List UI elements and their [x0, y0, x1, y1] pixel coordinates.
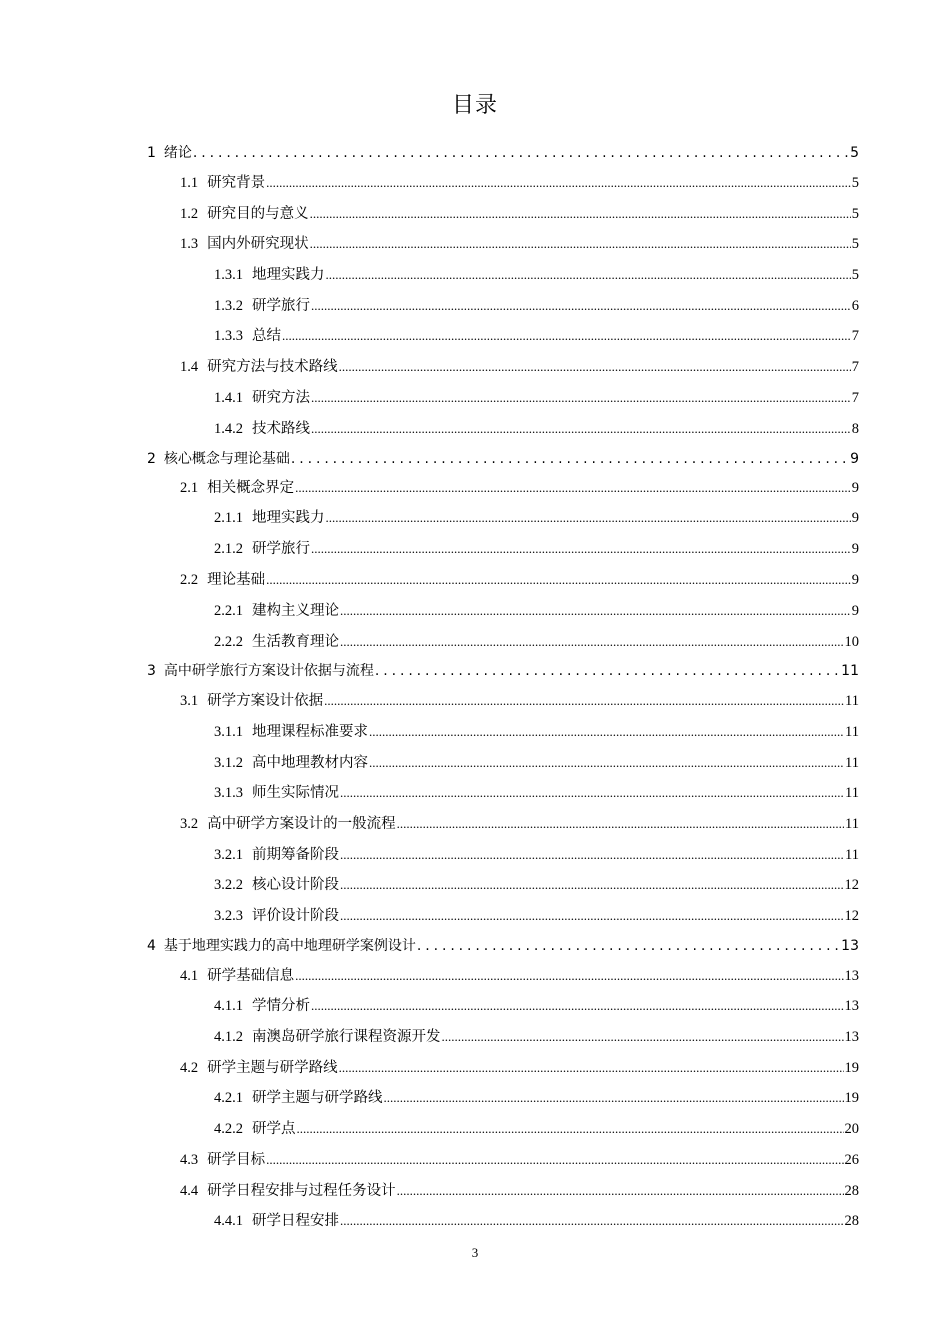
- toc-entry-number: 3.2.1: [214, 847, 243, 863]
- toc-entry-label: 前期筹备阶段: [252, 847, 339, 863]
- toc-entry-page: 11: [841, 663, 859, 679]
- toc-entry-number: 1.3.2: [214, 298, 243, 314]
- toc-entry-label: 学情分析: [252, 998, 310, 1014]
- toc-entry[interactable]: [214, 295, 859, 317]
- toc-entry-number: 4.1: [180, 968, 199, 984]
- toc-entry-number: 2.2.2: [214, 634, 243, 650]
- toc-entry-page: 7: [851, 328, 859, 344]
- toc-entry-number: 2.1.2: [214, 541, 243, 557]
- toc-leader-dots: [340, 905, 844, 927]
- toc-entry[interactable]: [180, 569, 859, 591]
- toc-leader-dots: [339, 1057, 844, 1079]
- toc-entry-page: 5: [851, 236, 859, 252]
- toc-entry-label: 研学旅行: [252, 298, 310, 314]
- toc-entry-number: 2.2: [180, 572, 199, 588]
- toc-entry-number: 4.2: [180, 1060, 199, 1076]
- toc-entry-number: 3.2: [180, 816, 199, 832]
- toc-leader-dots: [295, 965, 843, 987]
- toc-leader-dots: [311, 418, 851, 440]
- toc-entry-page: 9: [851, 510, 859, 526]
- toc-leader-dots: [369, 721, 844, 743]
- toc-entry[interactable]: [180, 233, 859, 255]
- toc-entry-number: 2.1.1: [214, 510, 243, 526]
- toc-leader-dots: [310, 203, 851, 225]
- toc-entry-label: 研究背景: [207, 175, 266, 191]
- toc-entry[interactable]: [214, 1026, 859, 1048]
- toc-entry-page: 8: [851, 421, 859, 437]
- toc-entry[interactable]: [214, 905, 859, 927]
- toc-entry-page: 5: [851, 267, 859, 283]
- toc-entry[interactable]: [214, 752, 859, 774]
- toc-leader-dots: [266, 569, 851, 591]
- toc-entry[interactable]: [214, 1118, 859, 1140]
- toc-leader-dots: [310, 233, 851, 255]
- toc-entry[interactable]: [214, 538, 859, 560]
- toc-entry[interactable]: [214, 387, 859, 409]
- toc-entry-page: 13: [844, 968, 859, 984]
- toc-leader-dots: [297, 1118, 844, 1140]
- toc-entry-page: 11: [845, 847, 859, 863]
- toc-entry-label: 总结: [252, 328, 281, 344]
- toc-entry-number: 3.2.2: [214, 877, 243, 893]
- toc-entry-page: 13: [841, 938, 859, 954]
- toc-leader-dots: [340, 782, 844, 804]
- toc-entry-page: 9: [851, 541, 859, 557]
- toc-entry-page: 9: [850, 451, 859, 467]
- toc-entry-number: 1: [147, 145, 156, 161]
- toc-leader-dots: [266, 172, 851, 194]
- toc-entry-page: 11: [845, 693, 859, 709]
- toc-entry-number: 2: [147, 451, 156, 467]
- toc-entry[interactable]: [214, 874, 859, 896]
- toc-entry-number: 3: [147, 663, 156, 679]
- toc-leader-dots: [311, 295, 851, 317]
- page-number: 3: [471, 1245, 479, 1260]
- toc-leader-dots: [295, 477, 851, 499]
- toc-entry-number: 4: [147, 938, 156, 954]
- toc-entry-label: 地理实践力: [252, 510, 325, 526]
- toc-entry-label: 地理课程标准要求: [252, 724, 368, 740]
- toc-entry-number: 1.4.1: [214, 390, 243, 406]
- toc-entry-page: 28: [844, 1183, 859, 1199]
- toc-entry-number: 3.1.2: [214, 755, 243, 771]
- toc-entry-number: 1.3.3: [214, 328, 243, 344]
- toc-entry-label: 高中研学方案设计的一般流程: [207, 816, 396, 832]
- toc-entry[interactable]: [214, 721, 859, 743]
- toc-entry-label: 研究方法: [252, 390, 310, 406]
- toc-entry-page: 5: [850, 145, 859, 161]
- toc-entry-page: 11: [845, 755, 859, 771]
- toc-entry-page: 11: [845, 724, 859, 740]
- toc-leader-dots: [311, 995, 844, 1017]
- toc-entry-page: 11: [845, 785, 859, 801]
- toc-entry[interactable]: [214, 600, 859, 622]
- toc-entry-label: 地理实践力: [252, 267, 325, 283]
- toc-entry-label: 研学点: [252, 1121, 296, 1137]
- toc-entry-page: 26: [844, 1152, 859, 1168]
- toc-entry-label: 理论基础: [207, 572, 266, 588]
- toc-leader-dots: [442, 1026, 844, 1048]
- toc-entry[interactable]: [214, 782, 859, 804]
- toc-entry[interactable]: [180, 965, 859, 987]
- toc-entry-number: 4.4.1: [214, 1213, 243, 1229]
- toc-leader-dots: [193, 142, 849, 164]
- toc-entry-label: 研学日程安排与过程任务设计: [207, 1183, 396, 1199]
- toc-entry-number: 4.3: [180, 1152, 199, 1168]
- toc-entry-number: 1.3: [180, 236, 199, 252]
- toc-entry-label: 基于地理实践力的高中地理研学案例设计: [163, 938, 416, 954]
- toc-leader-dots: [340, 1210, 844, 1232]
- toc-leader-dots: [417, 935, 840, 957]
- toc-entry-page: 28: [844, 1213, 859, 1229]
- toc-entry-page: 11: [845, 816, 859, 832]
- toc-entry-page: 12: [844, 877, 859, 893]
- toc-entry-number: 4.2.2: [214, 1121, 243, 1137]
- toc-entry[interactable]: [180, 690, 859, 712]
- toc-entry-label: 研学基础信息: [207, 968, 295, 984]
- toc-entry-label: 国内外研究现状: [207, 236, 309, 252]
- toc-entry-label: 建构主义理论: [252, 603, 339, 619]
- toc-entry-page: 12: [844, 908, 859, 924]
- toc-entry[interactable]: [214, 264, 859, 286]
- toc-entry[interactable]: [180, 477, 859, 499]
- toc-entry[interactable]: [180, 1180, 859, 1202]
- toc-entry-number: 3.2.3: [214, 908, 243, 924]
- toc-leader-dots: [311, 387, 851, 409]
- toc-leader-dots: [369, 752, 844, 774]
- toc-entry-number: 4.2.1: [214, 1090, 243, 1106]
- toc-entry-label: 绪论: [163, 145, 192, 161]
- toc-entry-page: 13: [844, 1029, 859, 1045]
- toc-entry-page: 9: [851, 603, 859, 619]
- toc-leader-dots: [324, 690, 844, 712]
- toc-entry-label: 核心概念与理论基础: [163, 451, 290, 467]
- toc-entry-number: 3.1: [180, 693, 199, 709]
- toc-leader-dots: [397, 813, 844, 835]
- toc-entry[interactable]: [214, 507, 859, 529]
- toc-entry-label: 研学目标: [207, 1152, 266, 1168]
- toc-entry-page: 19: [844, 1060, 859, 1076]
- toc-entry-label: 高中研学旅行方案设计依据与流程: [163, 663, 374, 679]
- toc-entry-label: 研学方案设计依据: [207, 693, 324, 709]
- toc-entry-label: 相关概念界定: [207, 480, 295, 496]
- toc-leader-dots: [375, 660, 840, 682]
- toc-entry[interactable]: [180, 356, 859, 378]
- toc-entry-number: 3.1.3: [214, 785, 243, 801]
- toc-leader-dots: [282, 325, 851, 347]
- toc-entry-number: 2.2.1: [214, 603, 243, 619]
- toc-entry-page: 19: [844, 1090, 859, 1106]
- toc-leader-dots: [384, 1087, 844, 1109]
- toc-entry[interactable]: [214, 418, 859, 440]
- toc-entry-label: 高中地理教材内容: [252, 755, 368, 771]
- toc-entry[interactable]: [180, 813, 859, 835]
- toc-entry-page: 5: [851, 206, 859, 222]
- toc-entry[interactable]: [214, 631, 859, 653]
- toc-entry-label: 研究目的与意义: [207, 206, 309, 222]
- toc-entry[interactable]: [214, 844, 859, 866]
- toc-leader-dots: [340, 874, 844, 896]
- toc-entry-number: 1.3.1: [214, 267, 243, 283]
- toc-entry-label: 师生实际情况: [252, 785, 339, 801]
- toc-leader-dots: [326, 507, 851, 529]
- toc-leader-dots: [340, 600, 851, 622]
- toc-entry-label: 研学主题与研学路线: [207, 1060, 338, 1076]
- toc-entry-number: 4.4: [180, 1183, 199, 1199]
- toc-entry-label: 技术路线: [252, 421, 310, 437]
- page-title: 目录: [451, 93, 498, 118]
- toc-entry[interactable]: [180, 1149, 859, 1171]
- toc-entry-number: 1.4.2: [214, 421, 243, 437]
- toc-entry[interactable]: [214, 325, 859, 347]
- toc-entry-page: 5: [851, 175, 859, 191]
- toc-entry[interactable]: [214, 995, 859, 1017]
- toc-entry-label: 研学主题与研学路线: [252, 1090, 383, 1106]
- toc-entry[interactable]: [180, 172, 859, 194]
- toc-entry-label: 核心设计阶段: [252, 877, 339, 893]
- toc-entry-label: 南澳岛研学旅行课程资源开发: [252, 1029, 441, 1045]
- toc-entry[interactable]: [147, 935, 859, 957]
- toc-entry[interactable]: [180, 203, 859, 225]
- toc-entry-number: 2.1: [180, 480, 199, 496]
- toc-entry-page: 6: [851, 298, 859, 314]
- toc-leader-dots: [397, 1180, 844, 1202]
- toc-entry-page: 9: [851, 572, 859, 588]
- toc-entry-label: 评价设计阶段: [252, 908, 339, 924]
- toc-entry[interactable]: [214, 1087, 859, 1109]
- toc-entry-label: 研学日程安排: [252, 1213, 339, 1229]
- toc-leader-dots: [291, 448, 849, 470]
- toc-entry-label: 生活教育理论: [252, 634, 339, 650]
- toc-entry[interactable]: [214, 1210, 859, 1232]
- toc-entry-page: 10: [844, 634, 859, 650]
- toc-entry[interactable]: [147, 142, 859, 164]
- toc-leader-dots: [340, 631, 844, 653]
- toc-entry[interactable]: [180, 1057, 859, 1079]
- toc-entry-number: 1.1: [180, 175, 199, 191]
- toc-entry-number: 1.2: [180, 206, 199, 222]
- toc-entry-page: 13: [844, 998, 859, 1014]
- toc-entry-label: 研究方法与技术路线: [207, 359, 338, 375]
- toc-entry[interactable]: [147, 660, 859, 682]
- toc-entry-number: 1.4: [180, 359, 199, 375]
- toc-entry-page: 9: [851, 480, 859, 496]
- toc-entry-label: 研学旅行: [252, 541, 310, 557]
- toc-entry-number: 4.1.2: [214, 1029, 243, 1045]
- toc-entry-number: 4.1.1: [214, 998, 243, 1014]
- toc-leader-dots: [311, 538, 851, 560]
- toc-entry-page: 20: [844, 1121, 859, 1137]
- toc-leader-dots: [339, 356, 851, 378]
- toc-leader-dots: [266, 1149, 843, 1171]
- toc-entry[interactable]: [147, 448, 859, 470]
- toc-entry-number: 3.1.1: [214, 724, 243, 740]
- toc-entry-page: 7: [851, 359, 859, 375]
- toc-entry-page: 7: [851, 390, 859, 406]
- toc-leader-dots: [340, 844, 844, 866]
- toc-leader-dots: [326, 264, 851, 286]
